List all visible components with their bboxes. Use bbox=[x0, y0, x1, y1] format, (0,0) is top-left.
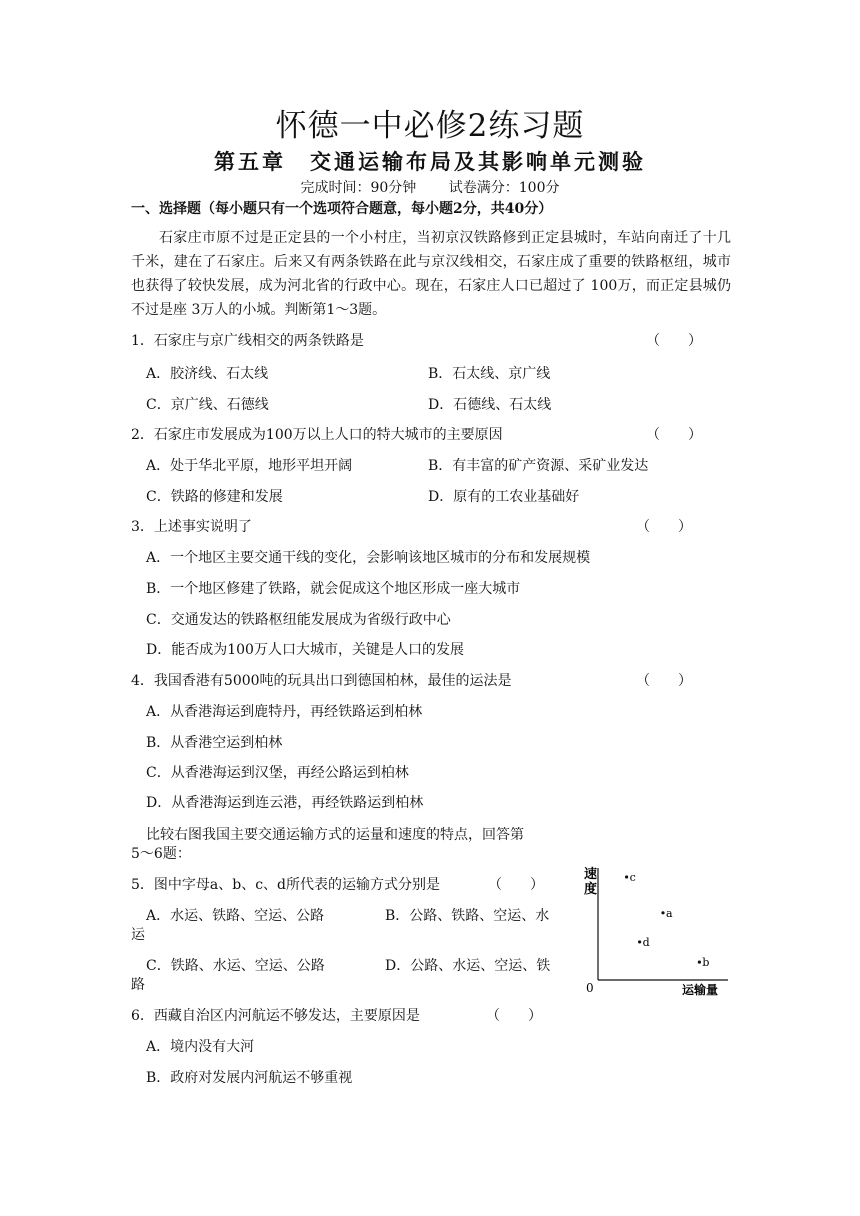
q3-option-d: D．能否成为100万人口大城市，关键是人口的发展 bbox=[146, 642, 464, 658]
q5-option-d-cont: 路 bbox=[131, 977, 145, 993]
q6-option-b: B．政府对发展内河航运不够重视 bbox=[146, 1070, 353, 1086]
intro2-line2: 5～6题： bbox=[131, 846, 191, 862]
exam-score: 试卷满分：100分 bbox=[448, 180, 560, 196]
q4-answer-blank: （ ） bbox=[636, 673, 692, 689]
transport-chart bbox=[578, 858, 738, 998]
point-d bbox=[638, 940, 641, 943]
point-label-a: a bbox=[666, 906, 673, 920]
q3-stem: 3．上述事实说明了 bbox=[131, 519, 252, 535]
q4-option-a: A．从香港海运到鹿特丹，再经铁路运到柏林 bbox=[146, 704, 423, 720]
point-c bbox=[625, 875, 628, 878]
q5-option-c: C．铁路、水运、空运、公路 bbox=[146, 958, 325, 974]
q1-option-b: B．石太线、京广线 bbox=[428, 366, 551, 382]
q2-stem: 2．石家庄市发展成为100万以上人口的特大城市的主要原因 bbox=[131, 427, 503, 443]
q1-stem: 1．石家庄与京广线相交的两条铁路是 bbox=[131, 333, 364, 349]
q4-option-d: D．从香港海运到连云港，再经铁路运到柏林 bbox=[146, 795, 424, 811]
q3-option-c: C．交通发达的铁路枢纽能发展成为省级行政中心 bbox=[146, 612, 451, 628]
q6-answer-blank: （ ） bbox=[486, 1008, 542, 1024]
q1-option-c: C．京广线、石德线 bbox=[146, 397, 269, 413]
q2-option-c: C．铁路的修建和发展 bbox=[146, 489, 283, 505]
chapter-subtitle: 第五章 交通运输布局及其影响单元测验 bbox=[214, 149, 646, 174]
y-axis-label-2: 度 bbox=[584, 882, 598, 897]
page-title: 怀德一中必修2练习题 bbox=[275, 108, 585, 144]
q4-option-b: B．从香港空运到柏林 bbox=[146, 735, 283, 751]
q3-option-b: B．一个地区修建了铁路，就会促成这个地区形成一座大城市 bbox=[146, 581, 521, 597]
intro-paragraph: 石家庄市原不过是正定县的一个小村庄，当初京汉铁路修到正定县城时，车站向南迁了十几千米，建在了石家庄。后来又有两条铁路在此与京汉线相交，石家庄成了重要的铁路枢纽，城市也获得了较快发展，成为河北省的行政中心。现在，石家庄人口已超过了 100万，而正定县城仍不过是座 3万人的小城。判断第1～3题。 bbox=[131, 230, 731, 318]
q1-option-a: A．胶济线、石太线 bbox=[146, 366, 269, 382]
point-label-b: b bbox=[702, 956, 710, 970]
intro2-line1: 比较右图我国主要交通运输方式的运量和速度的特点，回答第 bbox=[146, 827, 524, 843]
q5-option-b-cont: 运 bbox=[131, 927, 145, 943]
points-layer bbox=[625, 871, 709, 969]
q5-option-d: D．公路、水运、空运、铁 bbox=[385, 958, 551, 974]
q4-option-c: C．从香港海运到汉堡，再经公路运到柏林 bbox=[146, 765, 409, 781]
point-b bbox=[698, 960, 701, 963]
q2-option-a: A．处于华北平原，地形平坦开阔 bbox=[146, 458, 353, 474]
q1-option-d: D．石德线、石太线 bbox=[428, 397, 552, 413]
origin-label: 0 bbox=[586, 981, 594, 995]
point-label-d: d bbox=[642, 935, 650, 949]
y-axis-label-1: 速 bbox=[584, 867, 598, 882]
point-a bbox=[661, 911, 664, 914]
q6-stem: 6．西藏自治区内河航运不够发达，主要原因是 bbox=[131, 1008, 420, 1024]
q5-stem: 5．图中字母a、b、c、d所代表的运输方式分别是 bbox=[131, 877, 441, 893]
q5-answer-blank: （ ） bbox=[488, 877, 544, 893]
exam-time: 完成时间：90分钟 bbox=[300, 180, 417, 196]
section-heading: 一、选择题（每小题只有一个选项符合题意，每小题2分，共40分） bbox=[131, 201, 553, 217]
q4-stem: 4．我国香港有5000吨的玩具出口到德国柏林，最佳的运法是 bbox=[131, 673, 512, 689]
q2-answer-blank: （ ） bbox=[646, 427, 702, 443]
x-axis-label: 运输量 bbox=[682, 983, 719, 997]
point-label-c: c bbox=[629, 870, 636, 884]
q3-answer-blank: （ ） bbox=[636, 519, 692, 535]
q5-option-a: A．水运、铁路、空运、公路 bbox=[146, 908, 325, 924]
q3-option-a: A．一个地区主要交通干线的变化，会影响该地区城市的分布和发展规模 bbox=[146, 550, 591, 566]
q6-option-a: A．境内没有大河 bbox=[146, 1039, 255, 1055]
q5-option-b: B．公路、铁路、空运、水 bbox=[385, 908, 550, 924]
q1-answer-blank: （ ） bbox=[646, 333, 702, 349]
q2-option-d: D．原有的工农业基础好 bbox=[428, 489, 580, 505]
exam-meta bbox=[0, 177, 860, 197]
q2-option-b: B．有丰富的矿产资源、采矿业发达 bbox=[428, 458, 649, 474]
